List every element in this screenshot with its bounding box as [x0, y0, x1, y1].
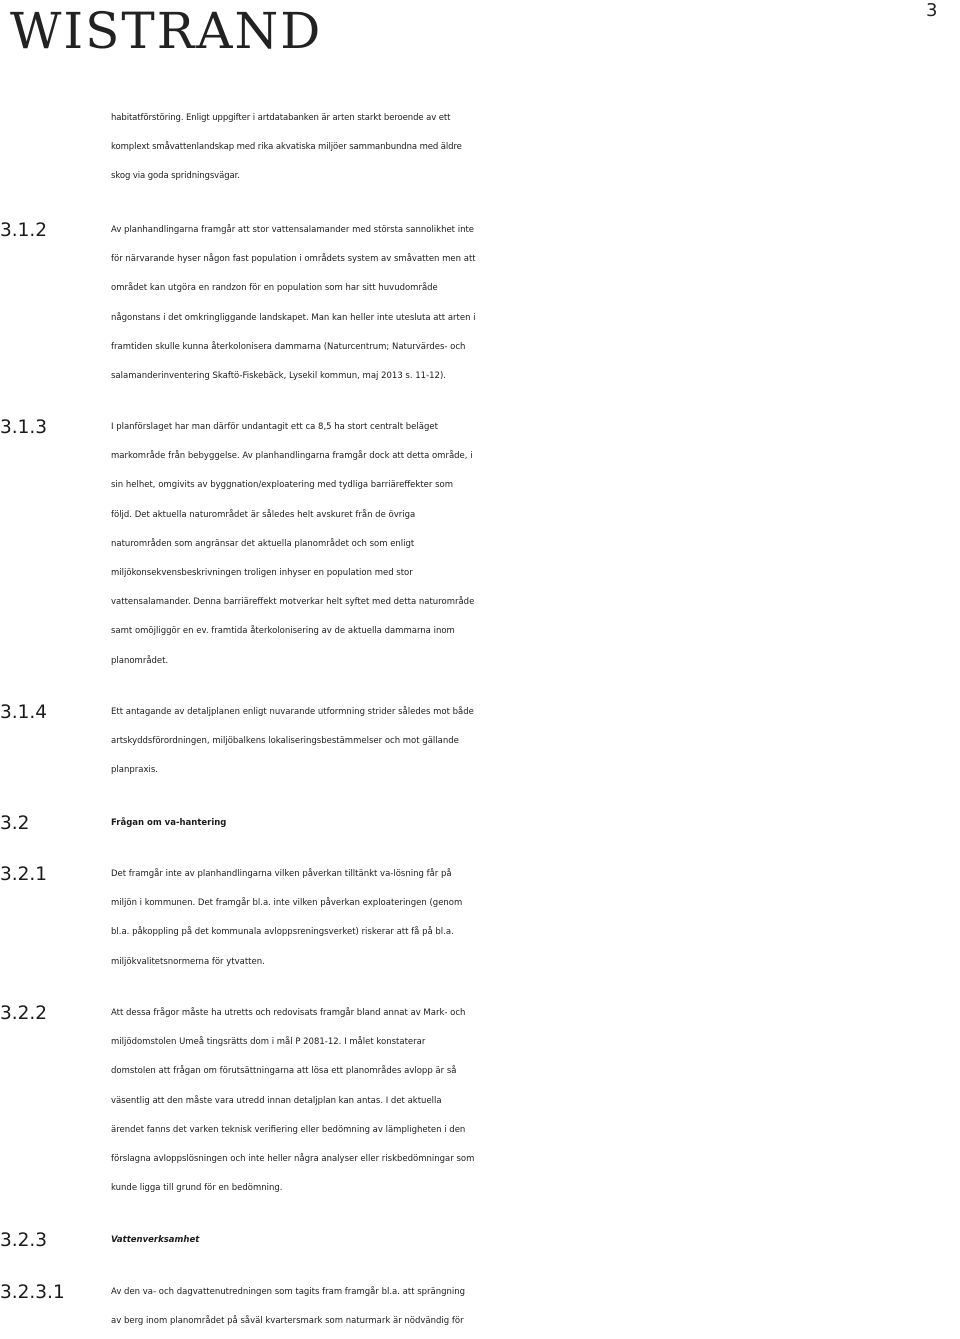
text-line: habitatförstöring. Enligt uppgifter i artdatabanken är arten starkt beroende av ett [111, 113, 451, 123]
text-line: miljödomstolen Umeå tingsrätts dom i mål P 2081-12. I målet konstaterar [111, 1037, 426, 1048]
text-line: skog via goda spridningsvägar. [111, 171, 240, 182]
company-logo: WISTRAND [10, 2, 323, 60]
text-line: samt omöjliggör en ev. framtida återkolonisering av de aktuella dammarna inom [111, 626, 455, 637]
text-line: Att dessa frågor måste ha utretts och redovisats framgår bland annat av Mark- och [111, 1008, 466, 1018]
text-line: framtiden skulle kunna återkolonisera dammarna (Naturcentrum; Naturvärdes- och [111, 341, 466, 352]
text-line: markområde från bebyggelse. Av planhandlingarna framgår dock att detta område, i [111, 451, 473, 462]
paragraph-body [111, 999, 960, 1203]
section-number: 3.2.2 [0, 1003, 48, 1024]
text-line: Det framgår inte av planhandlingarna vilken påverkan tilltänkt va-lösning får på [111, 869, 452, 879]
section-number: 3.1.4 [0, 702, 48, 723]
page-number: 3 [926, 0, 938, 21]
text-line: väsentlig att den måste vara utredd innan detaljplan kan antas. I det aktuella [111, 1095, 442, 1106]
paragraph-body [111, 413, 960, 676]
text-line: sin helhet, omgivits av byggnation/exploatering med tydliga barriäreffekter som [111, 480, 454, 491]
text-line: följd. Det aktuella naturområdet är således helt avskuret från de övriga [111, 509, 416, 520]
section-number: 3.2.3 [0, 1230, 48, 1251]
text-line: I planförslaget har man därför undantagit ett ca 8,5 ha stort centralt beläget [111, 422, 438, 432]
text-line: Av planhandlingarna framgår att stor vattensalamander med största sannolikhet inte [111, 225, 475, 235]
text-line: planpraxis. [111, 765, 158, 776]
section-number: 3.2.3.1 [0, 1282, 65, 1303]
text-line: domstolen att frågan om förutsättningarna att lösa ett planområdes avlopp är så [111, 1066, 457, 1077]
text-line: området kan utgöra en randzon för en population som har sitt huvudområde [111, 283, 438, 294]
paragraph-body [111, 1278, 960, 1336]
section-heading: Frågan om va-hantering [111, 818, 227, 828]
text-line: planområdet. [111, 655, 169, 666]
text-line: miljön i kommunen. Det framgår bl.a. inte vilken påverkan exploateringen (genom [111, 898, 463, 909]
section-number: 3.1.2 [0, 220, 48, 241]
section-number: 3.2 [0, 813, 30, 834]
text-line: vattensalamander. Denna barriäreffekt motverkar helt syftet med detta naturområde [111, 597, 475, 608]
text-line: komplext småvattenlandskap med rika akvatiska miljöer sammanbundna med äldre [111, 142, 462, 153]
text-line: Av den va- och dagvattenutredningen som tagits fram framgår bl.a. att sprängning [111, 1287, 466, 1297]
text-line: artskyddsförordningen, miljöbalkens lokaliseringsbestämmelser och mot gällande [111, 736, 459, 747]
text-line: av berg inom planområdet på såväl kvartersmark som naturmark är nödvändig för [111, 1316, 464, 1327]
paragraph-body [111, 698, 960, 786]
heading-body [111, 809, 960, 838]
text-line: miljökonsekvensbeskrivningen troligen inhyser en population med stor [111, 568, 413, 579]
text-line: miljökvalitetsnormerna för ytvatten. [111, 956, 265, 967]
paragraph-body [111, 860, 960, 977]
section-heading: Vattenverksamhet [111, 1235, 200, 1245]
section-number: 3.2.1 [0, 864, 48, 885]
text-line: för närvarande hyser någon fast population i områdets system av småvatten men att [111, 254, 476, 265]
paragraph-body [111, 216, 960, 391]
text-line: naturområden som angränsar det aktuella planområdet och som enligt [111, 538, 415, 549]
text-line: kunde ligga till grund för en bedömning. [111, 1183, 283, 1194]
text-line: förslagna avloppslösningen och inte heller några analyser eller riskbedömningar som [111, 1154, 475, 1165]
text-line: bl.a. påkoppling på det kommunala avloppsreningsverket) riskerar att få på bl.a. [111, 927, 454, 938]
paragraph-body [111, 104, 960, 192]
text-line: någonstans i det omkringliggande landskapet. Man kan heller inte utesluta att arten i [111, 312, 476, 323]
section-number: 3.1.3 [0, 417, 48, 438]
heading-body [111, 1226, 960, 1255]
text-line: salamanderinventering Skaftö-Fiskebäck, Lysekil kommun, maj 2013 s. 11-12). [111, 371, 446, 382]
text-line: ärendet fanns det varken teknisk verifiering eller bedömning av lämpligheten i den [111, 1124, 466, 1135]
text-line: Ett antagande av detaljplanen enligt nuvarande utformning strider således mot både [111, 707, 474, 717]
